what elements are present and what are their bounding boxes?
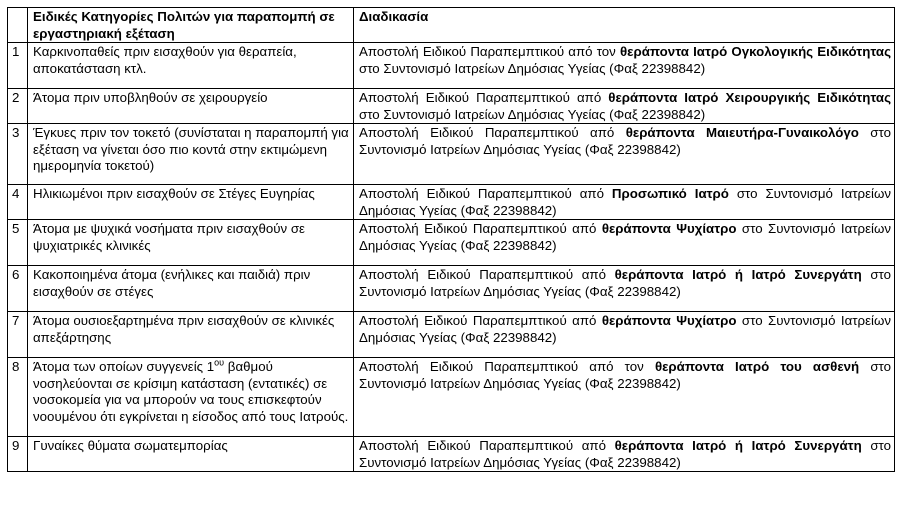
row-procedure <box>354 185 895 220</box>
row-number: 9 <box>8 437 28 472</box>
row-number: 2 <box>8 89 28 124</box>
procedure-text: στο Συντονισμό Ιατρείων Δημόσιας Υγείας (Φαξ 22398842) <box>359 438 891 470</box>
procedure-text: στο Συντονισμό Ιατρείων Δημόσιας Υγείας (Φαξ 22398842) <box>359 313 891 345</box>
table-row <box>8 124 895 185</box>
row-number: 6 <box>8 266 28 312</box>
procedure-text: στο Συντονισμό Ιατρείων Δημόσιας Υγείας (Φαξ 22398842) <box>359 60 706 76</box>
procedure-text: στο Συντονισμό Ιατρείων Δημόσιας Υγείας (Φαξ 22398842) <box>359 267 891 299</box>
referring-doctor: θεράποντα Ιατρό ή Ιατρό Συνεργάτη <box>614 438 862 453</box>
referring-doctor: θεράποντα Ιατρό Χειρουργικής Ειδικότητας <box>608 90 891 105</box>
row-procedure <box>354 437 895 472</box>
referring-doctor: θεράποντα Ιατρό του ασθενή <box>654 359 860 374</box>
row-procedure <box>354 43 895 89</box>
procedure-text: Αποστολή Ειδικού Παραπεμπτικού από <box>359 313 602 328</box>
table-header-row <box>8 8 895 43</box>
row-category: Ηλικιωμένοι πριν εισαχθούν σε Στέγες Ευγηρίας <box>28 185 354 220</box>
procedure-text: Αποστολή Ειδικού Παραπεμπτικού από <box>359 125 626 140</box>
procedure-text: στο Συντονισμό Ιατρείων Δημόσιας Υγείας (Φαξ 22398842) <box>359 106 706 122</box>
procedure-text: στο Συντονισμό Ιατρείων Δημόσιας Υγείας (Φαξ 22398842) <box>359 221 891 253</box>
referring-doctor: Προσωπικό Ιατρό <box>611 186 729 201</box>
procedure-text: Αποστολή Ειδικού Παραπεμπτικού από τον <box>359 359 655 374</box>
procedure-text: στο Συντονισμό Ιατρείων Δημόσιας Υγείας (Φαξ 22398842) <box>359 359 891 391</box>
referring-doctor: θεράποντα Ψυχίατρο <box>601 221 737 236</box>
referring-doctor: θεράποντα Ιατρό Ογκολογικής Ειδικότητας <box>619 44 891 59</box>
row-category: Γυναίκες θύματα σωματεμπορίας <box>28 437 354 472</box>
row-category: Έγκυες πριν τον τοκετό (συνίσταται η παραπομπή για εξέταση να γίνεται όσο πιο κοντά στην εκτιμώμενη ημερομηνία τοκετού) <box>28 124 354 185</box>
procedure-text: Αποστολή Ειδικού Παραπεμπτικού από <box>359 267 615 282</box>
category-text: βαθμού νοσηλεύονται σε κρίσιμη κατάσταση (εντατικές) σε νοσοκομεία για να μπορούν να τους επισκεφτούν νοουμένου ότι εγκρίνεται η είσοδος από τους Ιατρούς. <box>33 359 349 424</box>
row-number: 4 <box>8 185 28 220</box>
row-number: 5 <box>8 220 28 266</box>
row-procedure <box>354 312 895 358</box>
procedure-text: Αποστολή Ειδικού Παραπεμπτικού από <box>359 221 602 236</box>
referring-doctor: θεράποντα Ψυχίατρο <box>601 313 737 328</box>
procedure-text: Αποστολή Ειδικού Παραπεμπτικού από <box>359 186 612 201</box>
table-row <box>8 266 895 312</box>
ordinal-superscript: ου <box>214 357 225 368</box>
table-row <box>8 437 895 472</box>
row-category <box>28 358 354 437</box>
procedure-text: στο Συντονισμό Ιατρείων Δημόσιας Υγείας (Φαξ 22398842) <box>359 186 891 218</box>
procedure-text: Αποστολή Ειδικού Παραπεμπτικού από <box>359 90 609 105</box>
row-number: 1 <box>8 43 28 89</box>
row-procedure <box>354 89 895 124</box>
procedure-text: Αποστολή Ειδικού Παραπεμπτικού από τον <box>359 44 620 59</box>
header-category: Ειδικές Κατηγορίες Πολιτών για παραπομπή σε εργαστηριακή εξέταση <box>28 8 354 43</box>
row-category: Καρκινοπαθείς πριν εισαχθούν για θεραπεία, αποκατάσταση κτλ. <box>28 43 354 89</box>
header-number <box>8 8 28 43</box>
row-procedure <box>354 358 895 437</box>
referral-table <box>7 7 895 472</box>
category-text: Άτομα των οποίων συγγενείς 1 <box>33 359 215 374</box>
table-row <box>8 89 895 124</box>
row-number: 8 <box>8 358 28 437</box>
table-row <box>8 43 895 89</box>
row-category: Κακοποιημένα άτομα (ενήλικες και παιδιά) πριν εισαχθούν σε στέγες <box>28 266 354 312</box>
procedure-text: Αποστολή Ειδικού Παραπεμπτικού από <box>359 438 615 453</box>
table-row <box>8 220 895 266</box>
table-row <box>8 358 895 437</box>
procedure-text: στο Συντονισμό Ιατρείων Δημόσιας Υγείας (Φαξ 22398842) <box>359 125 891 157</box>
row-procedure <box>354 220 895 266</box>
row-procedure <box>354 266 895 312</box>
row-number: 7 <box>8 312 28 358</box>
referring-doctor: θεράποντα Ιατρό ή Ιατρό Συνεργάτη <box>614 267 862 282</box>
table-row <box>8 185 895 220</box>
row-category: Άτομα ουσιοεξαρτημένα πριν εισαχθούν σε κλινικές απεξάρτησης <box>28 312 354 358</box>
row-procedure <box>354 124 895 185</box>
row-category: Άτομα με ψυχικά νοσήματα πριν εισαχθούν σε ψυχιατρικές κλινικές <box>28 220 354 266</box>
referring-doctor: θεράποντα Μαιευτήρα-Γυναικολόγο <box>625 125 859 140</box>
row-number: 3 <box>8 124 28 185</box>
table-row <box>8 312 895 358</box>
header-procedure: Διαδικασία <box>354 8 895 43</box>
row-category: Άτομα πριν υποβληθούν σε χειρουργείο <box>28 89 354 124</box>
